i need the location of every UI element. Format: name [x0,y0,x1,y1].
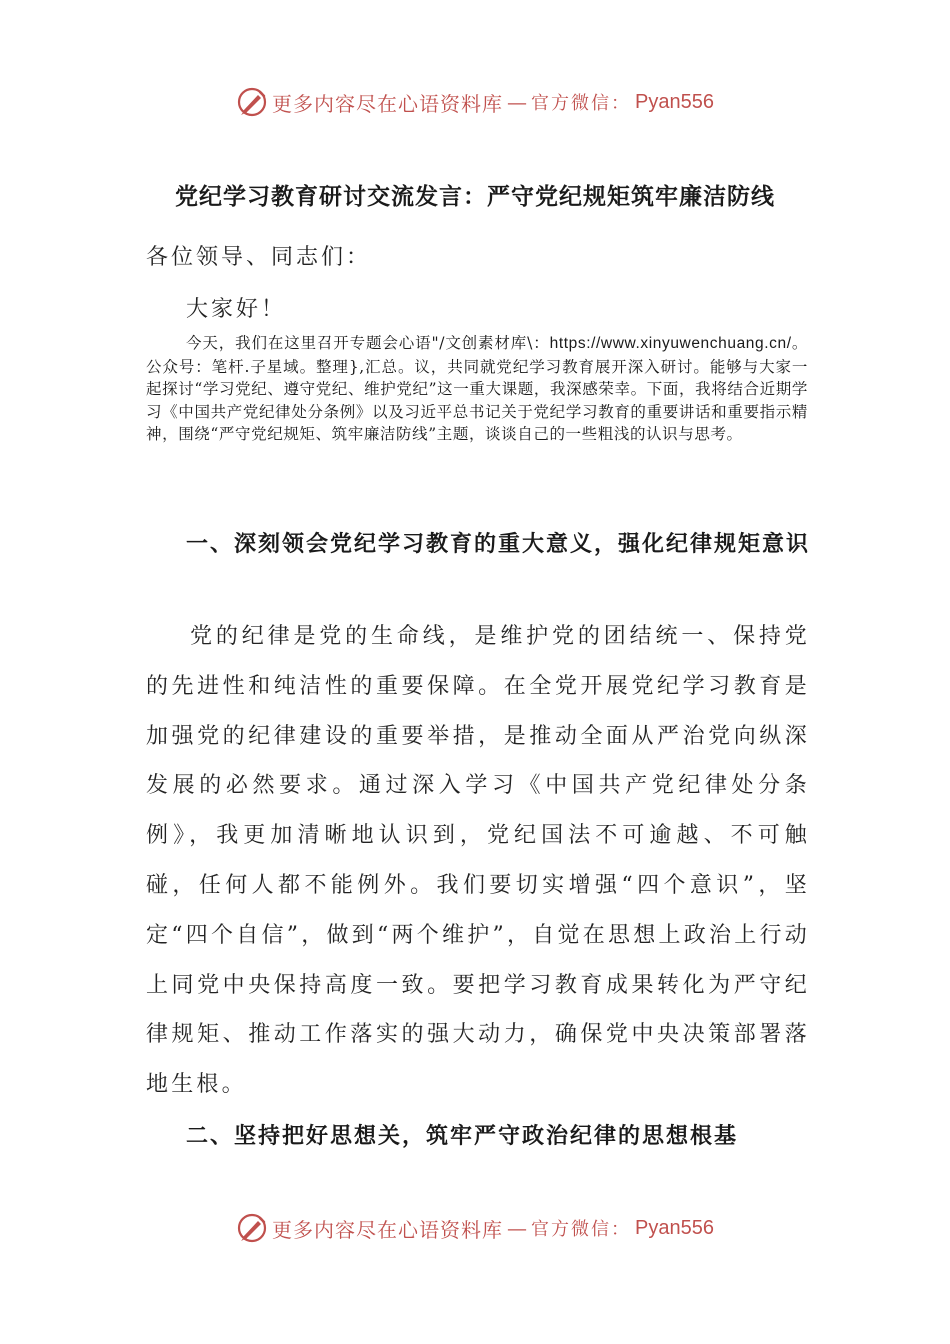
header-watermark [0,84,950,120]
watermark-text: 更多内容尽在心语资料库 [272,91,504,116]
watermark-text: 更多内容尽在心语资料库 [272,1217,504,1242]
watermark-wechat-id: Pyan556 [635,1216,714,1239]
pen-logo-icon [236,1212,268,1244]
greeting: 大家好！ [186,297,287,322]
intro-text-rest: 。公众号：笔杆.子星域。整理},汇总。议，共同就党纪学习教育展开深入研讨。能够与大家一起探讨“学习党纪、遵守党纪、维护党纪”这一重大课题，我深感荣幸。下面，我将结合近期学习《中国共产党纪律处分条例》以及习近平总书记关于党纪学习教育的重要讲话和重要指示精神，围绕“严守党纪规矩、筑牢廉洁防线”主题，谈谈自己的一些粗浅的认识与思考。 [146,334,808,443]
watermark-wechat-label: 官方微信： [531,93,632,114]
watermark-wechat-id: Pyan556 [635,90,714,113]
section-heading-2: 二、坚持把好思想关，筑牢严守政治纪律的思想根基 [186,1123,739,1149]
watermark-wechat-label: 官方微信： [531,1219,632,1240]
intro-paragraph [146,332,808,446]
intro-url: https://www.xinyuwenchuang.cn/ [549,335,792,352]
section-1-paragraph: 党的纪律是党的生命线，是维护党的团结统一、保持党的先进性和纯洁性的重要保障。在全党开展党纪学习教育是加强党的纪律建设的重要举措，是推动全面从严治党向纵深发展的必然要求。通过深入学习《中国共产党纪律处分条例》，我更加清晰地认识到，党纪国法不可逾越、不可触碰，任何人都不能例外。我们要切实增强“四个意识”，坚定“四个自信”，做到“两个维护”，自觉在思想上政治上行动上同党中央保持高度一致。要把学习教育成果转化为严守纪律规矩、推动工作落实的强大动力，确保党中央决策部署落地生根。 [146,624,810,1098]
section-heading-1: 一、深刻领会党纪学习教育的重大意义，强化纪律规矩意识 [186,531,811,557]
document-title: 党纪学习教育研讨交流发言：严守党纪规矩筑牢廉洁防线 [175,183,775,210]
watermark-dash: — [507,90,528,114]
intro-text-start: 今天，我们在这里召开专题会心语"/文创素材库\： [186,334,550,352]
pen-logo-icon [236,86,268,118]
salutation: 各位领导、同志们： [146,245,372,270]
footer-watermark [0,1210,950,1246]
watermark-dash: — [507,1216,528,1240]
